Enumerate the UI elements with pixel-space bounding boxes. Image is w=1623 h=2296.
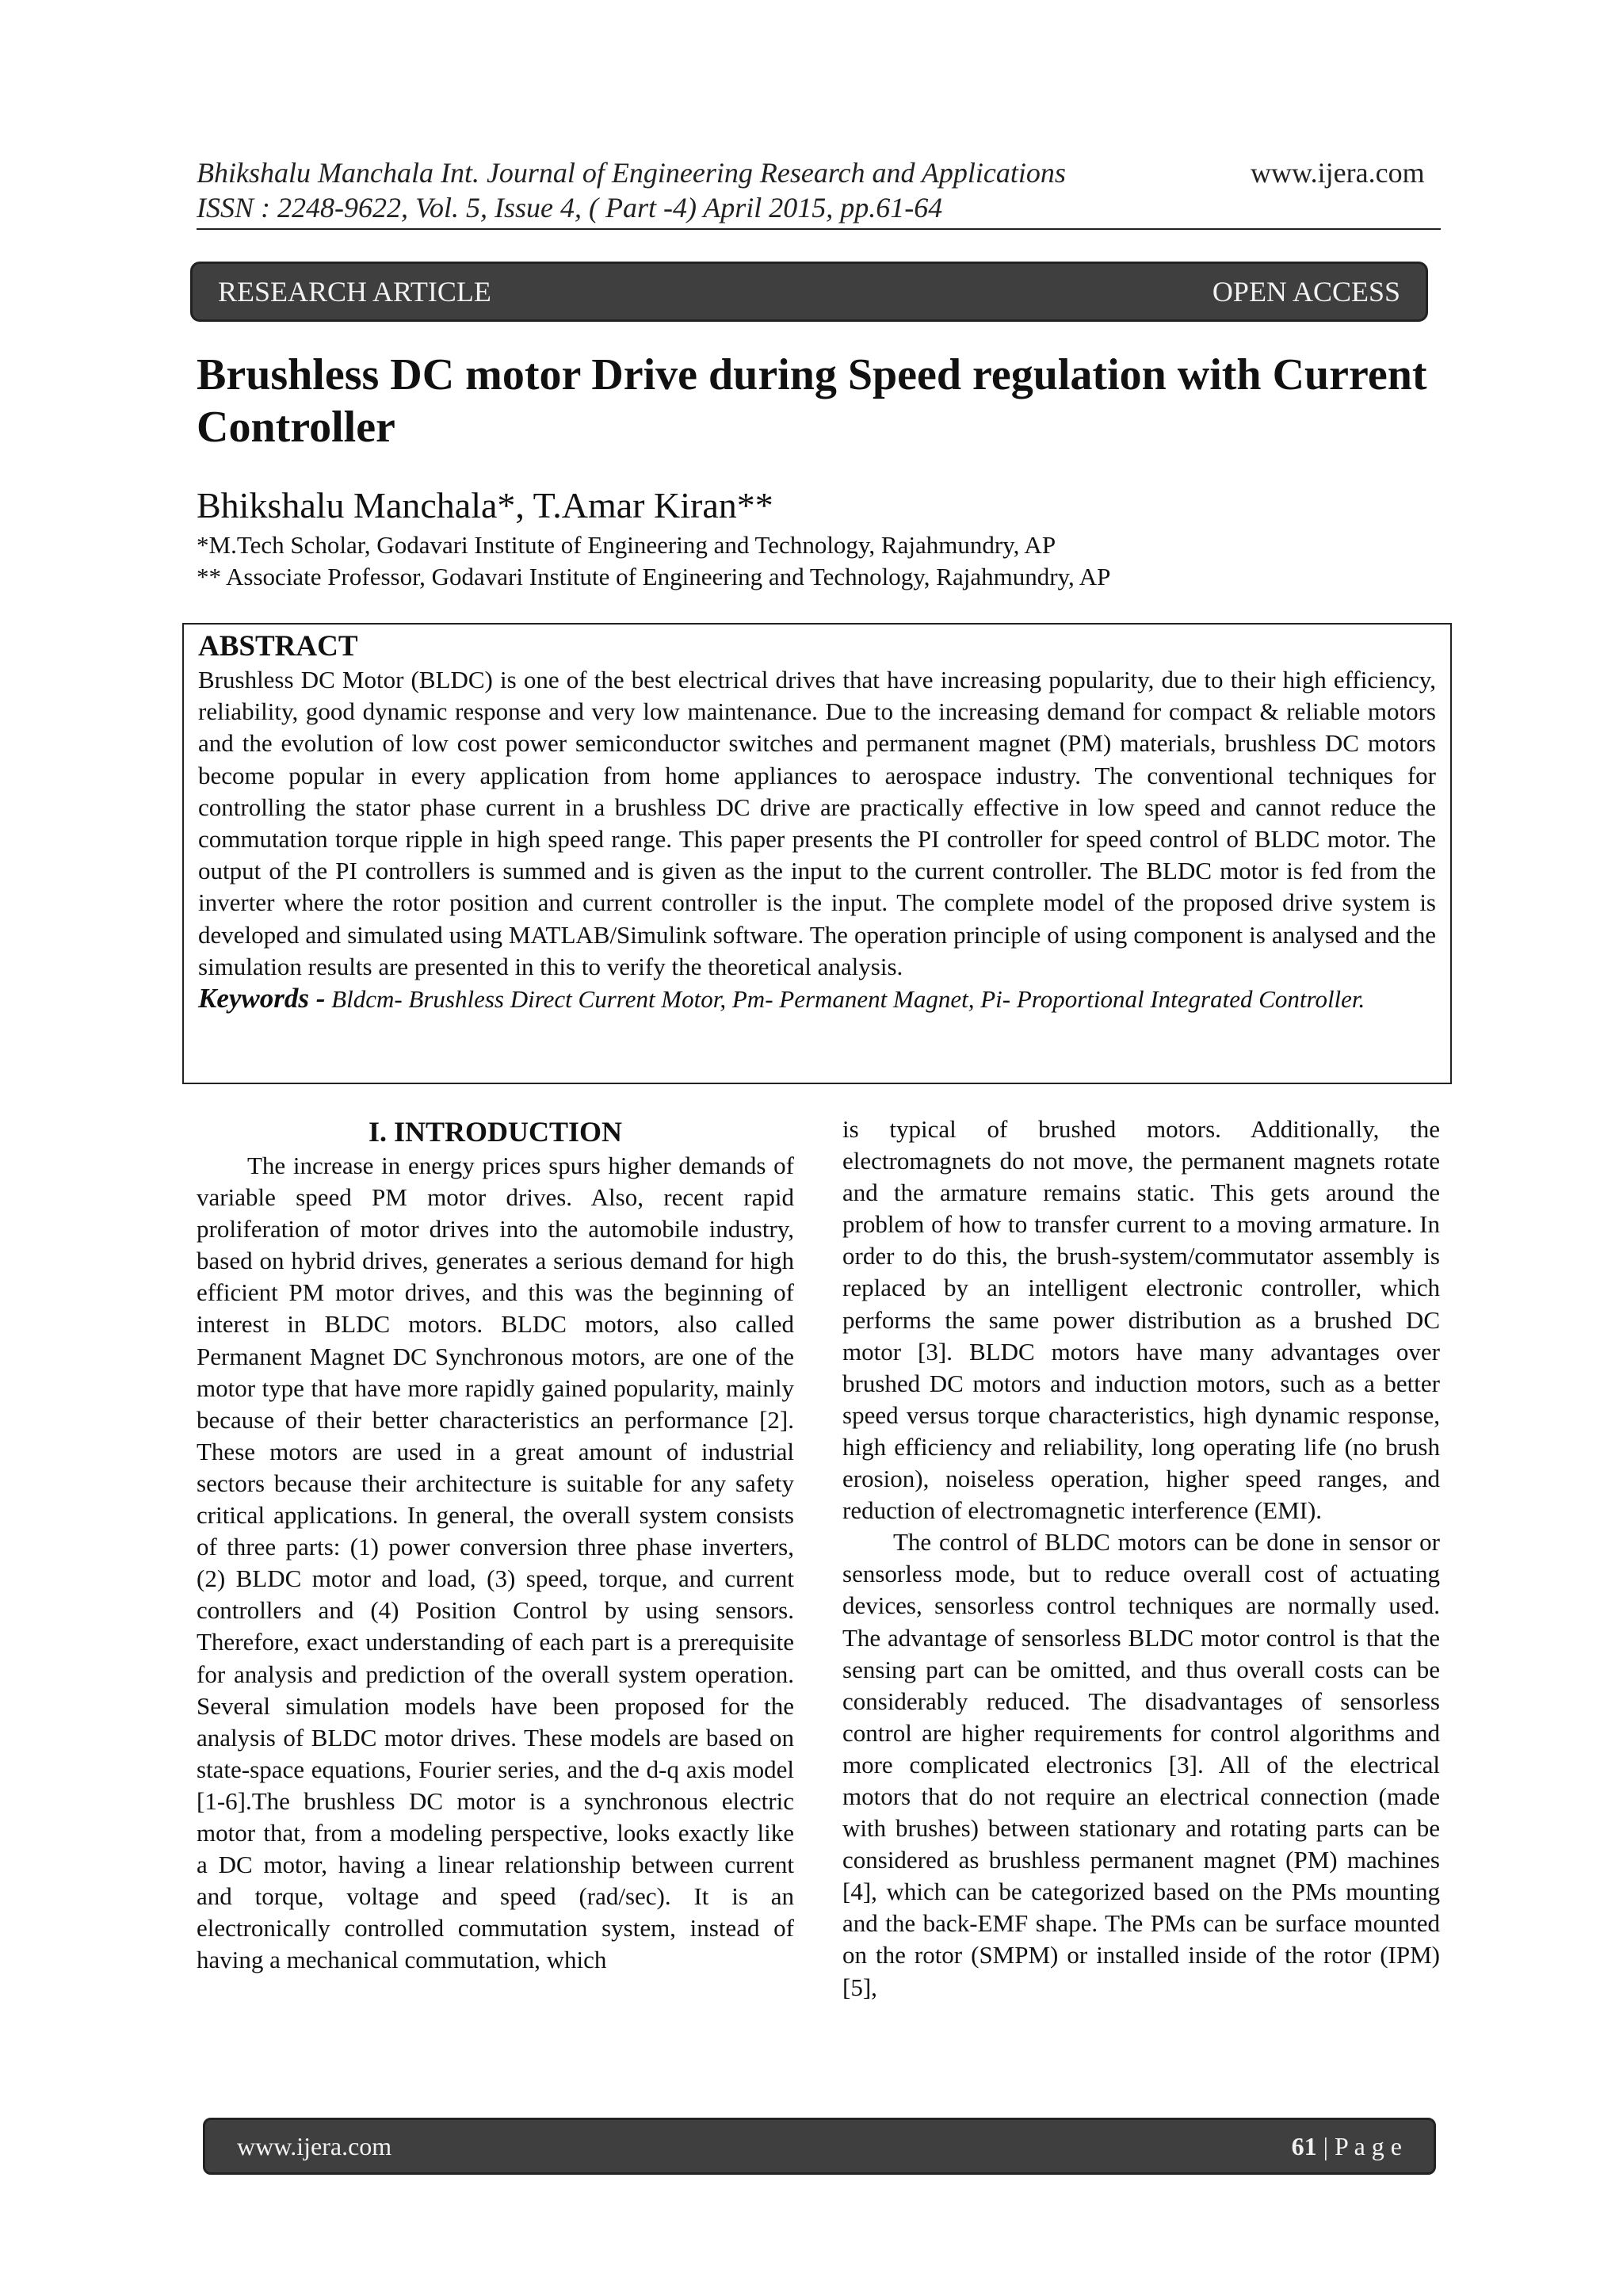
page-label: | P a g e [1323, 2131, 1402, 2160]
page-number: 61 [1291, 2131, 1317, 2160]
right-column [842, 1114, 1440, 2004]
header-website: www.ijera.com [1251, 157, 1425, 189]
paper-title: Brushless DC motor Drive during Speed regulation with Current Controller [197, 350, 1427, 452]
intro-paragraph-3: The control of BLDC motors can be done in sensor or sensorless mode, but to reduce overall cost of actuating devices, sensorless control techniques are normally used. The advantage of sensorless BLDC motor control is that the sensing part can be omitted, and thus overall costs can be considerably reduced. The disadvantages of sensorless control are higher requirements for control algorithms and more complicated electronics [3]. All of the electrical motors that do not require an electrical connection (made with brushes) between stationary and rotating parts can be considered as brushless permanent magnet (PM) machines [4], which can be categorized based on the PMs mounting and the back-EMF shape. The PMs can be surface mounted on the rotor (SMPM) or installed inside of the rotor (IPM) [5], [842, 1528, 1440, 2001]
abstract-box [182, 623, 1452, 1084]
issn-line: ISSN : 2248-9622, Vol. 5, Issue 4, ( Part -4) April 2015, pp.61-64 [197, 192, 943, 223]
intro-paragraph-2: is typical of brushed motors. Additionally, the electromagnets do not move, the permanent magnets rotate and the armature remains static. This gets around the problem of how to transfer current to a moving armature. In order to do this, the brush-system/commutator assembly is replaced by an intelligent electronic controller, which performs the same power distribution as a brushed DC motor [3]. BLDC motors have many advantages over brushed DC motors and induction motors, such as a better speed versus torque characteristics, high dynamic response, high efficiency and reliability, long operating life (no brush erosion), noiseless operation, higher speed ranges, and reduction of electromagnetic interference (EMI). [842, 1115, 1440, 1525]
research-article-label: RESEARCH ARTICLE [218, 276, 491, 308]
left-column [197, 1114, 794, 1976]
abstract-heading: ABSTRACT [198, 630, 358, 663]
open-access-label: OPEN ACCESS [1212, 276, 1400, 308]
keywords-text: Bldcm- Brushless Direct Current Motor, Pm- Permanent Magnet, Pi- Proportional Integrated Controller. [331, 985, 1365, 1014]
section-heading-introduction: I. INTRODUCTION [368, 1116, 623, 1148]
abstract-body: Brushless DC Motor (BLDC) is one of the best electrical drives that have increasing popularity, due to their high efficiency, reliability, good dynamic response and very low maintenance. Due to the increasing demand for compact & reliable motors and the evolution of low cost power semiconductor switches and permanent magnet (PM) materials, brushless DC motors become popular in every application from home appliances to aerospace industry. The conventional techniques for controlling the stator phase current in a brushless DC drive are practically effective in low speed and cannot reduce the commutation torque ripple in high speed range. This paper presents the PI controller for speed control of BLDC motor. The output of the PI controllers is summed and is given as the input to the current controller. The BLDC motor is fed from the inverter where the rotor position and current controller is the input. The complete model of the proposed drive system is developed and simulated using MATLAB/Simulink software. The operation principle of using component is analysed and the simulation results are presented in this to verify the theoretical analysis. [198, 666, 1436, 980]
header-rule [197, 228, 1441, 230]
keywords [198, 983, 1436, 1015]
footer-website: www.ijera.com [237, 2131, 392, 2160]
page-number-block [1292, 2132, 1402, 2161]
article-type-banner [190, 262, 1428, 322]
journal-line: Bhikshalu Manchala Int. Journal of Engineering Research and Applications [197, 157, 1066, 189]
keywords-label: Keywords - [198, 983, 326, 1014]
affiliation-1: *M.Tech Scholar, Godavari Institute of Engineering and Technology, Rajahmundry, AP [197, 531, 1056, 559]
authors: Bhikshalu Manchala*, T.Amar Kiran** [197, 485, 773, 525]
affiliation-2: ** Associate Professor, Godavari Institute of Engineering and Technology, Rajahmundry, AP [197, 563, 1111, 590]
intro-paragraph-1: The increase in energy prices spurs higher demands of variable speed PM motor drives. Also, recent rapid proliferation of motor drives into the automobile industry, based on hybrid drives, generates a serious demand for high efficient PM motor drives, and this was the beginning of interest in BLDC motors. BLDC motors, also called Permanent Magnet DC Synchronous motors, are one of the motor type that have more rapidly gained popularity, mainly because of their better characteristics an performance [2]. These motors are used in a great amount of industrial sectors because their architecture is suitable for any safety critical applications. In general, the overall system consists of three parts: (1) power conversion three phase inverters, (2) BLDC motor and load, (3) speed, torque, and current controllers and (4) Position Control by using sensors. Therefore, exact understanding of each part is a prerequisite for analysis and prediction of the overall system operation. Several simulation models have been proposed for the analysis of BLDC motor drives. These models are based on state-space equations, Fourier series, and the d-q axis model [1-6].The brushless DC motor is a synchronous electric motor that, from a modeling perspective, looks exactly like a DC motor, having a linear relationship between current and torque, voltage and speed (rad/sec). It is an electronically controlled commutation system, instead of having a mechanical commutation, which [197, 1152, 794, 1974]
page-footer [203, 2118, 1436, 2175]
